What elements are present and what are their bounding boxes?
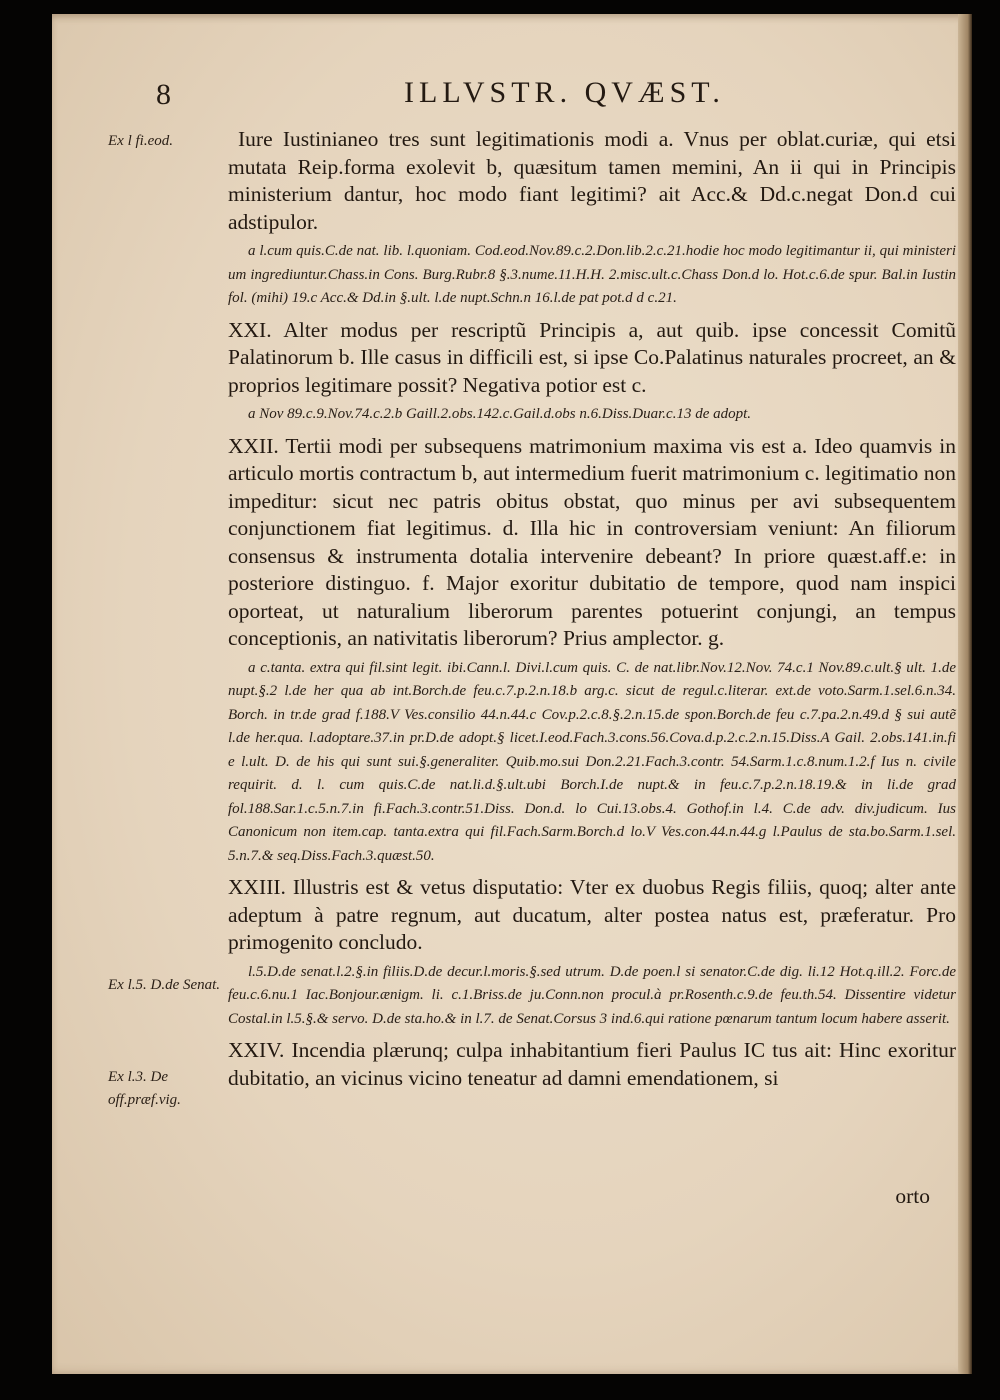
footnote-block-2: a Nov 89.c.9.Nov.74.c.2.b Gaill.2.obs.142.c.Gail.d.obs n.6.Diss.Duar.c.13 de adopt.	[248, 406, 752, 422]
margin-note-2: Ex l.5. D.de Senat.	[108, 977, 221, 993]
page-number: 8	[156, 78, 171, 111]
footnote-block-1: a l.cum quis.C.de nat. lib. l.quoniam. Cod.eod.Nov.89.c.2.Don.lib.2.c.21.hodie hoc modo legitimantur ii, qui ministeri um ingrediuntur.Chass.in Cons. Burg.Rubr.8 §.3.nume.11.H.H. 2.misc.ult.c.Chass Don.d lo. Hot.c.6.de spur. Bal.in Iustin fol. (mihi) 19.c Acc.& Dd.in §.ult. l.de nupt.Schn.n 16.l.de pat pot.d d c.21.	[228, 243, 956, 306]
margin-note-1: Ex l fi.eod.	[108, 133, 173, 149]
catchword: orto	[895, 1184, 930, 1208]
paragraph-xxi: XXI. Alter modus per rescriptũ Principis a, aut quib. ipse concessit Comitũ Palatinorum b. Ille casus in difficili est, si ipse Co.Palatinus naturales procreet, an & proprios legitimare possit? Negativa potior est c.	[228, 317, 956, 397]
paragraph-xxii: XXII. Tertii modi per subsequens matrimonium maxima vis est a. Ideo quamvis in articulo mortis contractum b, aut intermedium fuerit matrimonium c. legitimatio non impeditur: sicut nec patris obitus obstat, quo minus per avi subsequentem conjunctionem fiat legitimus. d. Illa hic in controversiam veniunt: An filiorum consensus & instrumenta dotalia intervenire debeant? In priore quæst.aff.e: in posteriore distinguo. f. Major exoritur dubitatio de tempore, quod nam inspici oporteat, ut naturalium liberorum parentes potuerint conjungi, an tempus conceptionis, an nativitatis liberorum? Prius amplector. g.	[228, 433, 956, 650]
footnote-block-4: l.5.D.de senat.l.2.§.in filiis.D.de decur.l.moris.§.sed utrum. D.de poen.l si senator.C.de dig. li.12 Hot.q.ill.2. Forc.de feu.c.6.nu.1 Iac.Bonjour.ænigm. li. c.1.Briss.de ju.Conn.non procul.à pr.Rosenth.c.9.de feu.th.54. Dissentire videtur Costal.in l.5.§.& servo. D.de sta.ho.& in l.7. de Senat.Corsus 3 ind.6.qui ratione pœnarum tantum locum habere asserit.	[228, 963, 956, 1027]
paragraph-xxiii: XXIII. Illustris est & vetus disputatio: Vter ex duobus Regis filiis, quoq; alter ante adeptum à patre regnum, aut ducatum, alter postea natus est, præferatur. Pro primogenito concludo.	[228, 875, 956, 954]
margin-note-3: Ex l.3. De off.præf.vig.	[108, 1069, 181, 1108]
footnote-block-3: a c.tanta. extra qui fil.sint legit. ibi.Cann.l. Divi.l.cum quis. C. de nat.libr.Nov.12.Nov. 74.c.1 Nov.89.c.ult.§ ult. 1.de nupt.§.2 l.de her qua ab int.Borch.de feu.c.7.p.2.n.18.b arg.c. sicut de regul.c.literar. ext.de voto.Sarm.1.sel.6.n.34. Borch. in tr.de grad f.188.V Ves.consilio 44.n.44.c Cov.p.2.c.8.§.2.n.15.de spon.Borch.de feu c.7.pa.2.n.49.d § sui autẽ l.de her.qua. l.adoptare.37.in pr.D.de adopt.§ licet.I.eod.Fach.3.cons.56.Cova.d.p.2.c.2.n.15.Diss.A Gail. 2.obs.141.in.fi e l.ult. D. de his qui sunt sui.§.generaliter. Quib.mo.sui Don.2.21.Fach.3.contr. 54.Sarm.1.c.8.num.1.2.f Ius n. civile requirit. d. l. cum quis.C.de nat.li.d.§.ult.ubi Borch.I.de nupt.& in feu.c.7.p.2.n.18.19.& in li.de grad fol.188.Sar.1.c.5.n.7.in fi.Fach.3.contr.51.Diss. Don.d. lo Cui.13.obs.4. Gothof.in l.4. C.de adv. div.judicum. Ius Canonicum non item.cap. tanta.extra qui fil.Fach.Sarm.Borch.d lo.V Ves.con.44.n.44.g l.Paulus de sta.bo.Sarm.1.sel. 5.n.7.& seq.Diss.Fach.3.quæst.50.	[228, 659, 956, 864]
running-title: ILLVSTR. QVÆST.	[404, 76, 725, 109]
paragraph-xxiv: XXIV. Incendia plærunq; culpa inhabitantium fieri Paulus IC tus ait: Hinc exoritur dubitatio, an vicinus vicino teneatur ad damni emendationem, si	[228, 1038, 956, 1090]
page-edge	[958, 14, 972, 1374]
paragraph-intro: Iure Iustinianeo tres sunt legitimationis modi a. Vnus per oblat.curiæ, qui etsi mutata Reip.forma exolevit b, quæsitum tamen memini, An ii qui in Principis ministerium dantur, hoc modo fiant legitimi? ait Acc.& Dd.c.negat Don.d cui adstipulor.	[228, 127, 956, 234]
page-body	[228, 126, 956, 1096]
